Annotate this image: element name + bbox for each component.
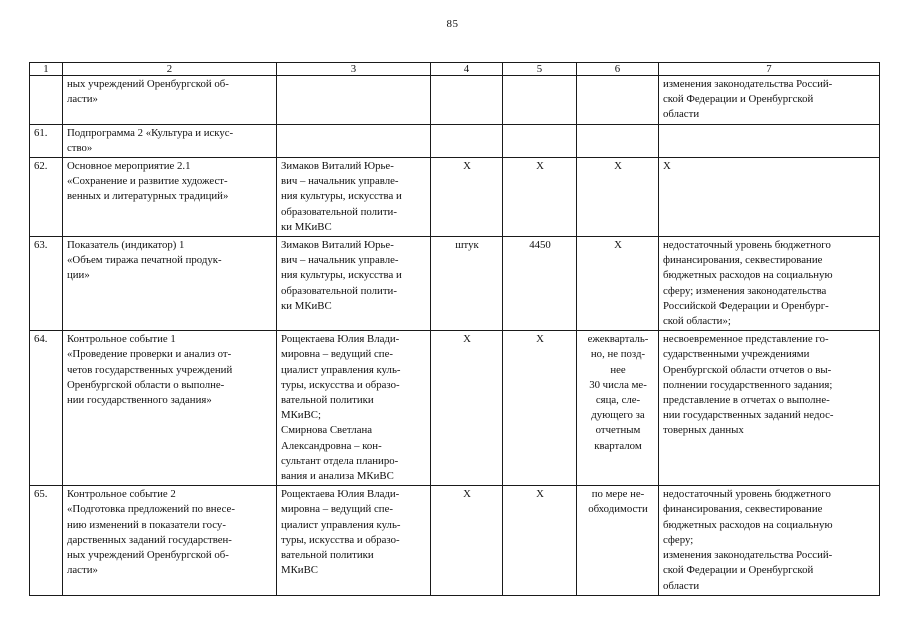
value: Х [503,331,577,486]
risks: изменения законодательства Россий- ской Федерации и Оренбургской области [659,76,880,125]
responsible: Рощектаева Юлия Влади- мировна – ведущий спе- циалист управления куль- туры, искусства и образо- вательной политики МКиВС; Смирнова Светлана Александровна – кон- сультант отдела планиро- вания и анализа МКиВС [277,331,431,486]
page-number: 85 [446,18,459,30]
item-name: Подпрограмма 2 «Культура и искус- ство» [63,124,277,157]
unit: Х [431,331,503,486]
responsible [277,76,431,125]
risks: несвоевременное представление го- сударственными учреждениями Оренбургской области отчетов о вы- полнении государственного задания; представление в отчетах о выполне- нии государственных заданий недос- товерных данных [659,331,880,486]
row-number: 62. [30,158,63,237]
risks: недостаточный уровень бюджетного финансирования, секвестирование бюджетных расходов на социальную сферу; изменения законодательства Российской Федерации и Оренбург- ской области»; [659,237,880,331]
column-header: 2 [63,63,277,76]
item-name: Основное мероприятие 2.1 «Сохранение и развитие художест- венных и литературных традиций» [63,158,277,237]
column-header: 4 [431,63,503,76]
value [503,76,577,125]
plan-table [29,62,880,596]
item-name: Показатель (индикатор) 1 «Объем тиража печатной продук- ции» [63,237,277,331]
responsible: Рощектаева Юлия Влади- мировна – ведущий спе- циалист управления куль- туры, искусства и образо- вательной политики МКиВС [277,486,431,595]
table-row [30,76,880,125]
value: Х [503,486,577,595]
table-row [30,124,880,157]
deadline: по мере не- обходимости [577,486,659,595]
row-number: 61. [30,124,63,157]
row-number [30,76,63,125]
risks: Х [659,158,880,237]
unit: Х [431,486,503,595]
item-name: Контрольное событие 1 «Проведение проверки и анализ от- четов государственных учреждений Оренбургской области о выполне- нии государственного задания» [63,331,277,486]
table-header-row [30,63,880,76]
unit: штук [431,237,503,331]
unit [431,76,503,125]
responsible: Зимаков Виталий Юрье- вич – начальник управле- ния культуры, искусства и образовательной полити- ки МКиВС [277,237,431,331]
responsible [277,124,431,157]
table-row [30,331,880,486]
value [503,124,577,157]
column-header: 3 [277,63,431,76]
deadline [577,76,659,125]
column-header: 1 [30,63,63,76]
row-number: 64. [30,331,63,486]
table-row [30,486,880,595]
row-number: 65. [30,486,63,595]
item-name: ных учреждений Оренбургской об- ласти» [63,76,277,125]
deadline: ежекварталь- но, не позд- нее 30 числа ме- сяца, сле- дующего за отчетным кварталом [577,331,659,486]
unit [431,124,503,157]
value: 4450 [503,237,577,331]
responsible: Зимаков Виталий Юрье- вич – начальник управле- ния культуры, искусства и образовательной полити- ки МКиВС [277,158,431,237]
risks: недостаточный уровень бюджетного финансирования, секвестирование бюджетных расходов на социальную сферу; изменения законодательства Россий- ской Федерации и Оренбургской области [659,486,880,595]
column-header: 7 [659,63,880,76]
unit: Х [431,158,503,237]
table-row [30,158,880,237]
column-header: 6 [577,63,659,76]
value: Х [503,158,577,237]
column-header: 5 [503,63,577,76]
item-name: Контрольное событие 2 «Подготовка предложений по внесе- нию изменений в показатели госу- дарственных заданий государствен- ных учреждений Оренбургской об- ласти» [63,486,277,595]
risks [659,124,880,157]
deadline: Х [577,158,659,237]
table-row [30,237,880,331]
deadline [577,124,659,157]
row-number: 63. [30,237,63,331]
deadline: Х [577,237,659,331]
